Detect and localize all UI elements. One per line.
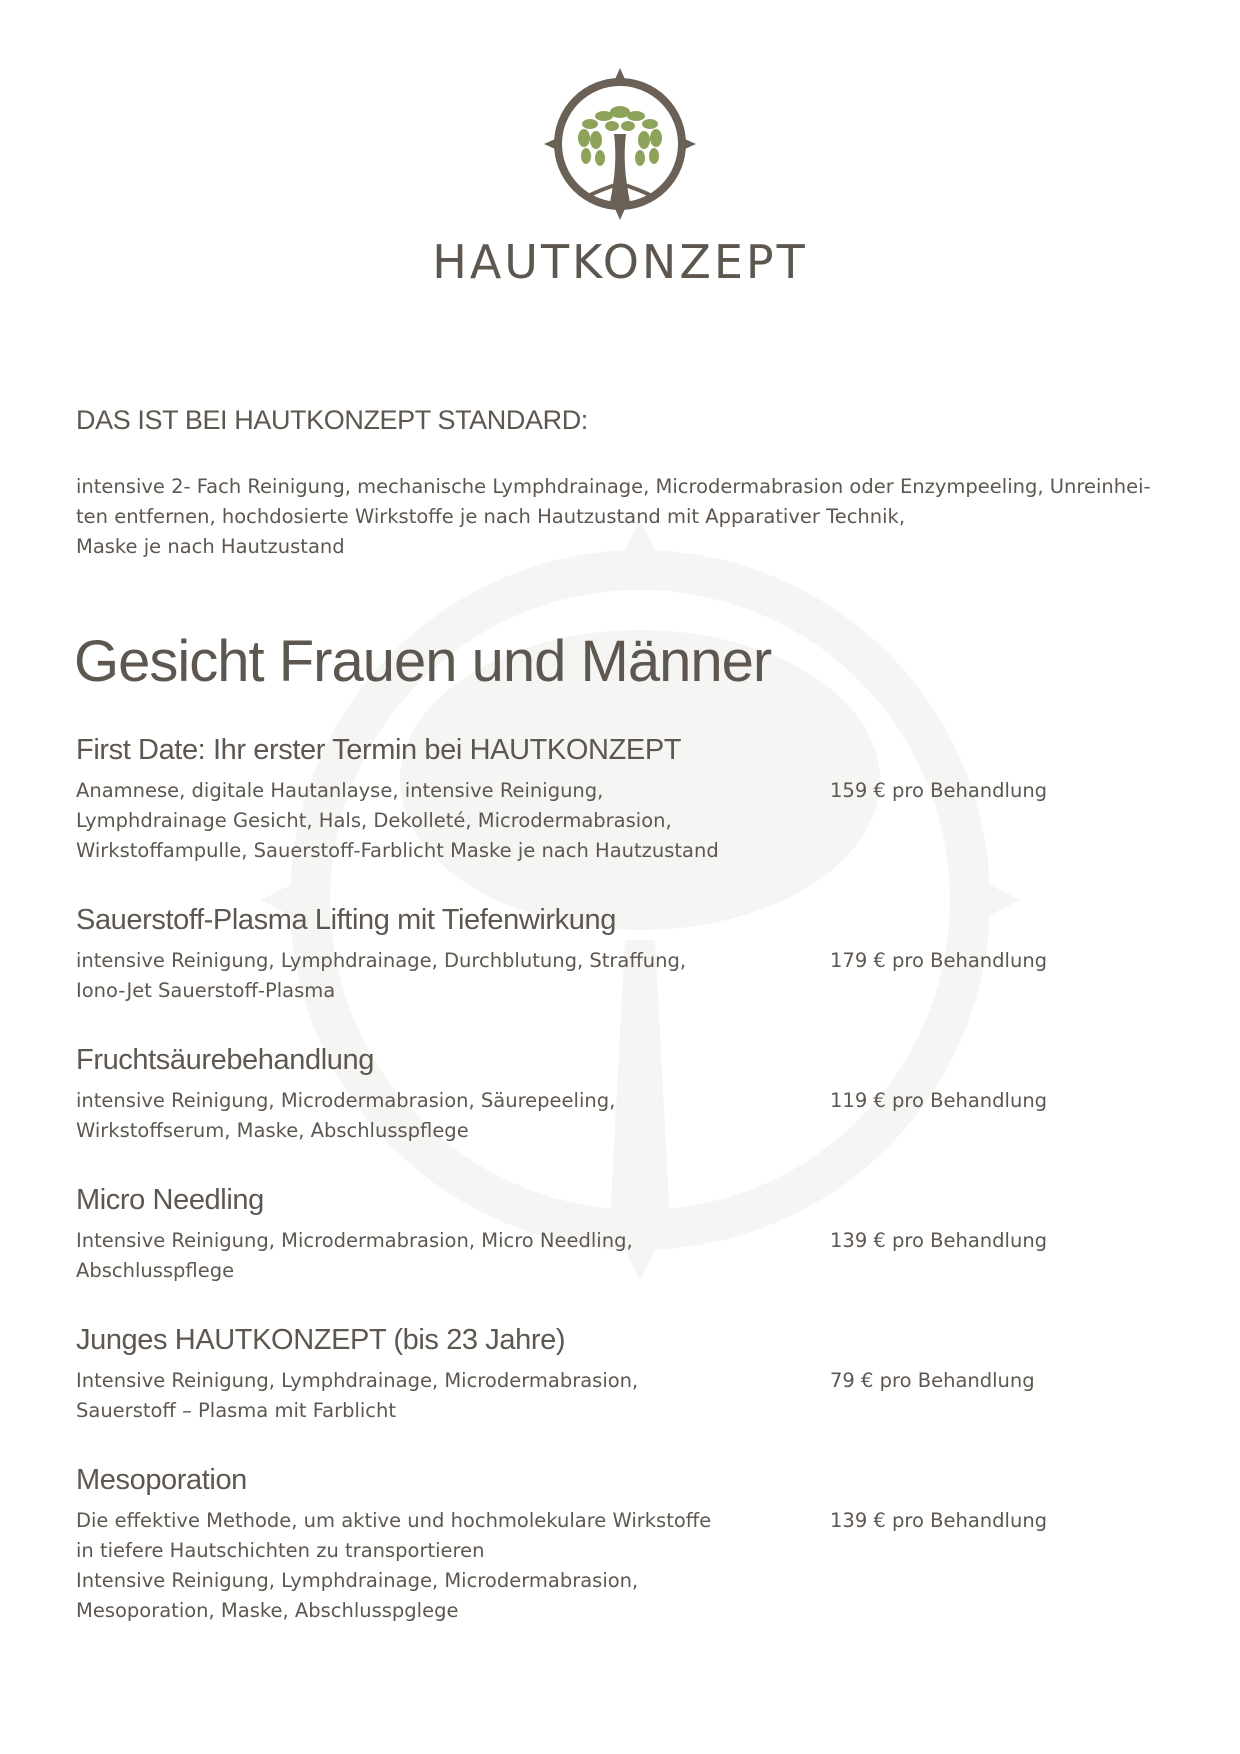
treatment-description — [76, 1366, 776, 1426]
intro-line: ten entfernen, hochdosierte Wirkstoffe je nach Hautzustand mit Apparativer Technik, — [76, 505, 906, 528]
treatment-description — [76, 1506, 776, 1626]
description-line: Wirkstoffampulle, Sauerstoff-Farblicht Maske je nach Hautzustand — [76, 839, 719, 862]
description-line: Intensive Reinigung, Lymphdrainage, Microdermabrasion, — [76, 1569, 639, 1592]
description-line: Die effektive Methode, um aktive und hochmolekulare Wirkstoffe — [76, 1509, 712, 1532]
description-line: intensive Reinigung, Lymphdrainage, Durchblutung, Straffung, — [76, 949, 687, 972]
treatment-price: 159 € pro Behandlung — [830, 779, 1048, 802]
treatment-mesoporation — [76, 1462, 1176, 1626]
treatment-name: Micro Needling — [76, 1184, 264, 1216]
treatment-description — [76, 1226, 776, 1286]
treatment-first-date — [76, 732, 1176, 866]
treatment-fruchtsaeure — [76, 1042, 1176, 1146]
treatment-name: Fruchtsäurebehandlung — [76, 1044, 374, 1076]
intro-title: DAS IST BEI HAUTKONZEPT STANDARD: — [76, 405, 588, 435]
description-line: Sauerstoff – Plasma mit Farblicht — [76, 1399, 397, 1422]
section-title: Gesicht Frauen und Männer — [74, 629, 772, 694]
description-line: Anamnese, digitale Hautanlayse, intensive Reinigung, — [76, 779, 604, 802]
treatment-micro-needling — [76, 1182, 1176, 1286]
intro-line: Maske je nach Hautzustand — [76, 535, 345, 558]
description-line: Lymphdrainage Gesicht, Hals, Dekolleté, Microdermabrasion, — [76, 809, 672, 832]
treatment-price: 179 € pro Behandlung — [830, 949, 1048, 972]
description-line: Intensive Reinigung, Lymphdrainage, Microdermabrasion, — [76, 1369, 639, 1392]
intro-line: intensive 2- Fach Reinigung, mechanische Lymphdrainage, Microdermabrasion oder Enzympeeling, Unreinhei- — [76, 475, 1151, 498]
treatment-price: 119 € pro Behandlung — [830, 1089, 1048, 1112]
brand-name: HAUTKONZEPT — [432, 235, 808, 289]
description-line: Abschlusspflege — [76, 1259, 235, 1282]
treatment-name: Sauerstoff-Plasma Lifting mit Tiefenwirkung — [76, 904, 616, 936]
description-line: Intensive Reinigung, Microdermabrasion, Micro Needling, — [76, 1229, 633, 1252]
intro-text — [76, 472, 1166, 562]
description-line: Iono-Jet Sauerstoff-Plasma — [76, 979, 336, 1002]
treatment-description — [76, 946, 776, 1006]
treatment-price: 79 € pro Behandlung — [830, 1369, 1035, 1392]
treatment-description — [76, 1086, 776, 1146]
treatment-name: First Date: Ihr erster Termin bei HAUTKONZEPT — [76, 734, 682, 766]
description-line: intensive Reinigung, Microdermabrasion, Säurepeeling, — [76, 1089, 616, 1112]
brand-header — [0, 64, 1240, 290]
treatment-name: Mesoporation — [76, 1464, 247, 1496]
willow-tree-logo-icon — [540, 64, 700, 224]
treatment-price: 139 € pro Behandlung — [830, 1509, 1048, 1532]
treatment-sauerstoff-plasma — [76, 902, 1176, 1006]
description-line: Wirkstoffserum, Maske, Abschlusspflege — [76, 1119, 469, 1142]
description-line: Mesoporation, Maske, Abschlusspglege — [76, 1599, 459, 1622]
treatment-junges-hautkonzept — [76, 1322, 1176, 1426]
treatment-name: Junges HAUTKONZEPT (bis 23 Jahre) — [76, 1324, 566, 1356]
treatment-description — [76, 776, 776, 866]
description-line: in tiefere Hautschichten zu transportieren — [76, 1539, 485, 1562]
treatment-price: 139 € pro Behandlung — [830, 1229, 1048, 1252]
